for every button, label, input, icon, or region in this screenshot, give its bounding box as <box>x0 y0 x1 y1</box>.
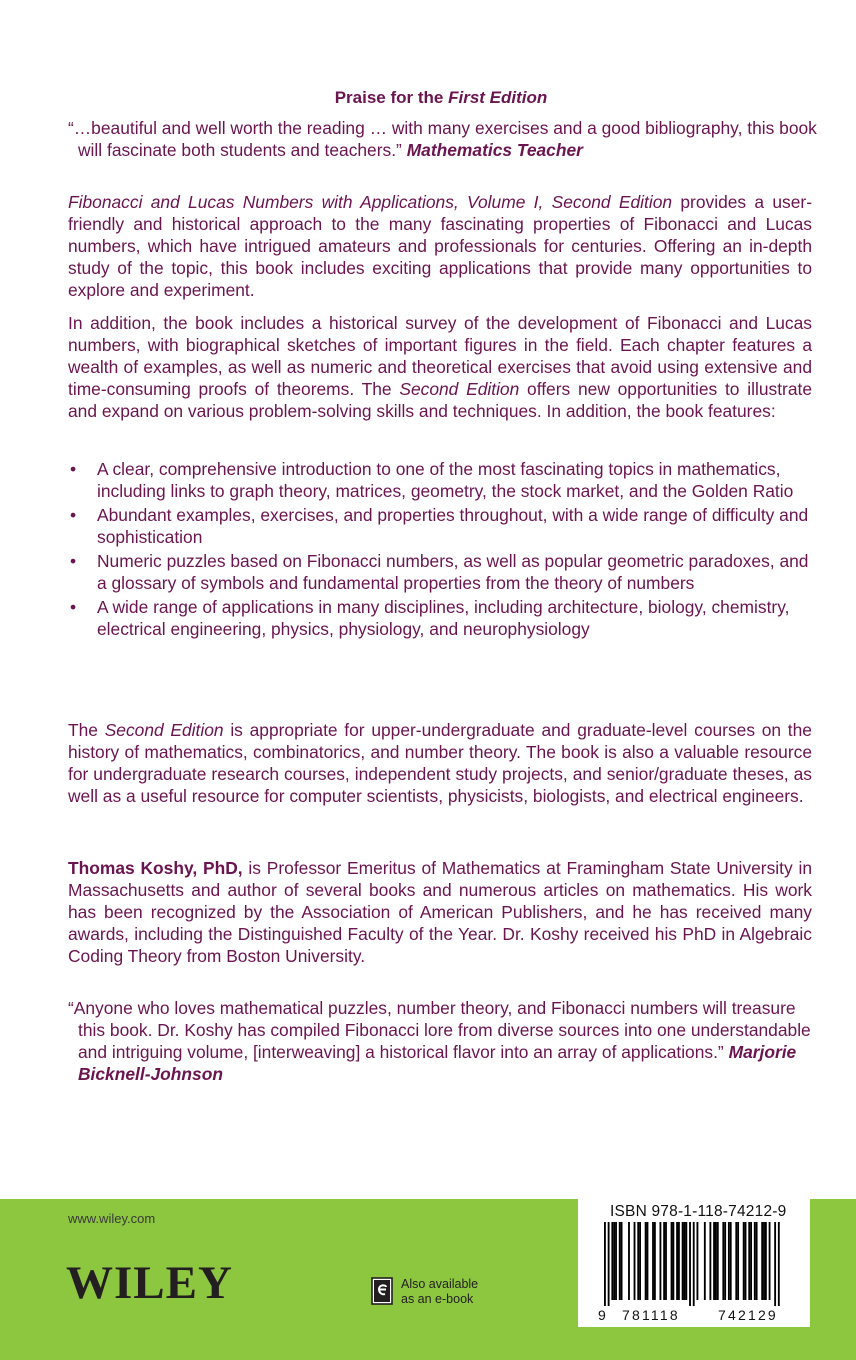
audience-italic: Second Edition <box>104 720 224 740</box>
praise-quote <box>68 117 823 161</box>
praise-heading-prefix: Praise for the <box>334 88 449 107</box>
barcode-bar <box>678 1222 680 1300</box>
barcode-bar <box>684 1222 686 1300</box>
barcode-bar <box>663 1222 665 1300</box>
survey-italic: Second Edition <box>399 379 520 399</box>
barcode-bar <box>604 1222 606 1306</box>
barcode-bar <box>697 1222 699 1300</box>
barcode-bar <box>689 1222 691 1306</box>
ebook-line-2: as an e-book <box>401 1292 474 1306</box>
barcode-bar <box>693 1222 695 1306</box>
barcode-bar <box>713 1222 715 1300</box>
barcode-bar <box>724 1222 726 1300</box>
barcode-bar <box>774 1222 776 1306</box>
barcode-bar <box>639 1222 641 1300</box>
bullet-icon: • <box>70 551 77 571</box>
barcode-bar <box>754 1222 756 1300</box>
isbn-label: ISBN 978-1-118-74212-9 <box>610 1203 787 1220</box>
audience-paragraph <box>68 719 812 807</box>
bullet-icon: • <box>70 505 77 525</box>
list-item <box>68 505 812 548</box>
author-name: Thomas Koshy, PhD, <box>68 858 243 878</box>
barcode-bar <box>709 1222 711 1300</box>
barcode-bar <box>671 1222 673 1300</box>
barcode-bar <box>778 1222 780 1306</box>
barcode-bar <box>769 1222 771 1300</box>
barcode-bar <box>611 1222 613 1300</box>
ebook-icon <box>371 1277 395 1305</box>
barcode-group-2: 742129 <box>718 1307 778 1323</box>
barcode-bar <box>728 1222 730 1300</box>
ebook-notice <box>401 1277 478 1307</box>
barcode-bar <box>717 1222 719 1300</box>
barcode-lead-digit: 9 <box>598 1307 608 1323</box>
publisher-url: www.wiley.com <box>68 1211 156 1226</box>
barcode-bar <box>654 1222 656 1300</box>
wiley-logo: WILEY <box>66 1257 233 1309</box>
barcode-bar <box>652 1222 654 1300</box>
praise-quote-text: “…beautiful and well worth the reading … with many exercises and a good bibliography, this book will fascinate both students and teachers.” <box>68 118 817 160</box>
barcode-bar <box>637 1222 639 1300</box>
author-bio-text: is Professor Emeritus of Mathematics at Framingham State University in Massachusetts and author of several books and numerous articles on mathematics. His work has been recognized by the Association of American Publishers, and he has received many awards, including the Distinguished Faculty of the Year. Dr. Koshy received his PhD in Algebraic Coding Theory from Boston University. <box>68 858 812 966</box>
author-bio <box>68 857 812 967</box>
barcode-bar <box>763 1222 765 1300</box>
list-item-text: Numeric puzzles based on Fibonacci numbers, as well as popular geometric paradoxes, and a glossary of symbols and fundamental properties from the theory of numbers <box>97 551 809 593</box>
barcode-bar <box>745 1222 747 1300</box>
barcode-bar <box>645 1222 647 1300</box>
barcode-bar <box>737 1222 739 1300</box>
barcode-bar <box>613 1222 615 1300</box>
barcode-bar <box>672 1222 674 1300</box>
list-item <box>68 551 812 594</box>
barcode-bar <box>647 1222 649 1300</box>
features-list <box>68 459 812 643</box>
barcode-bar <box>608 1222 610 1306</box>
barcode-bar <box>748 1222 750 1300</box>
barcode-bar <box>735 1222 737 1300</box>
review-quote-text: “Anyone who loves mathematical puzzles, number theory, and Fibonacci numbers will treasure this book. Dr. Koshy has compiled Fibonacci lore from diverse sources into one understandable and intriguing volume, [interweaving] a historical flavor into an array of applications.” <box>68 998 811 1062</box>
barcode-bar <box>676 1222 678 1300</box>
intro-paragraph <box>68 191 812 301</box>
bullet-icon: • <box>70 597 77 617</box>
barcode-bar <box>682 1222 684 1300</box>
list-item-text: A clear, comprehensive introduction to one of the most fascinating topics in mathematics, including links to graph theory, matrices, geometry, the stock market, and the Golden Ratio <box>97 459 794 501</box>
barcode-bar <box>750 1222 752 1300</box>
bullet-icon: • <box>70 459 77 479</box>
ebook-line-1: Also available <box>401 1277 479 1291</box>
audience-text: is appropriate for upper-undergraduate and graduate-level courses on the history of mathematics, combinatorics, and number theory. The book is also a valuable resource for undergraduate research courses, independent study projects, and senior/graduate theses, as well as a useful resource for computer scientists, physicists, biologists, and electrical engineers. <box>68 720 812 806</box>
survey-paragraph <box>68 312 812 422</box>
barcode-bar <box>756 1222 758 1300</box>
praise-heading-italic: First Edition <box>448 88 548 107</box>
barcode-bar <box>615 1222 617 1300</box>
barcode-bar <box>704 1222 706 1300</box>
barcode-group-1: 781118 <box>622 1307 680 1323</box>
barcode-bar <box>621 1222 623 1300</box>
barcode-icon <box>588 1222 798 1306</box>
list-item <box>68 459 812 502</box>
survey-text-b: offers new opportunities to illustrate and expand on various problem-solving skills and techniques. In addition, the book features: <box>68 379 812 421</box>
barcode-bar <box>722 1222 724 1300</box>
barcode-bar <box>634 1222 636 1300</box>
barcode-bar <box>628 1222 630 1300</box>
praise-heading <box>0 88 856 108</box>
list-item-text: A wide range of applications in many disciplines, including architecture, biology, chemistry, electrical engineering, physics, physiology, and neurophysiology <box>97 597 790 639</box>
barcode-bar <box>765 1222 767 1300</box>
list-item <box>68 597 812 640</box>
review-attribution: Marjorie Bicknell-Johnson <box>78 1042 797 1084</box>
survey-text-a: In addition, the book includes a historical survey of the development of Fibonacci and Lucas numbers, with biographical sketches of important figures in the field. Each chapter features a wealth of examples, as well as numeric and theoretical exercises that avoid using extensive and time-consuming proofs of theorems. The <box>68 313 812 399</box>
book-title: Fibonacci and Lucas Numbers with Applications, Volume I, Second Edition <box>68 192 673 212</box>
list-item-text: Abundant examples, exercises, and properties throughout, with a wide range of difficulty and sophistication <box>97 505 809 547</box>
barcode-bar <box>660 1222 662 1300</box>
praise-quote-attribution: Mathematics Teacher <box>406 140 583 160</box>
barcode-bar <box>761 1222 763 1300</box>
audience-prefix: The <box>68 720 105 740</box>
barcode-bar <box>730 1222 732 1300</box>
intro-text: provides a user-friendly and historical approach to the many fascinating properties of Fibonacci and Lucas numbers, which have intrigued amateurs and professionals for centuries. Offering an in-depth study of the topic, this book includes exciting applications that provide many opportunities to explore and experiment. <box>68 192 812 300</box>
barcode-bar <box>743 1222 745 1300</box>
barcode-bar <box>685 1222 687 1300</box>
review-quote <box>68 997 823 1085</box>
barcode-bar <box>665 1222 667 1300</box>
barcode-bar <box>715 1222 717 1300</box>
barcode-bar <box>619 1222 621 1300</box>
